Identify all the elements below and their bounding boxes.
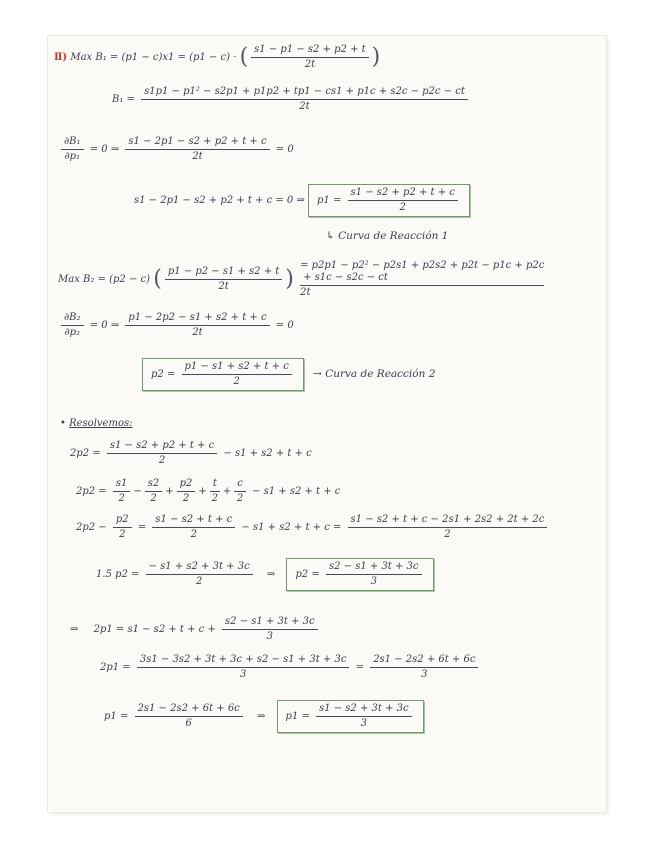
foc1-lhs-den: ∂p₁ — [64, 151, 81, 162]
solve-line-7 — [104, 700, 424, 733]
l2-term-sign: + — [222, 486, 232, 497]
l7-den: 6 — [185, 718, 192, 729]
max-b1-line — [54, 44, 380, 71]
l2-term-den: 2 — [150, 493, 157, 504]
foc1-derivative — [61, 136, 84, 163]
b1-fraction — [141, 86, 468, 113]
solve-line-5 — [70, 616, 321, 643]
p2-lhs: p2 = — [295, 569, 320, 580]
reaction-curve-1-box — [308, 184, 470, 217]
l2-term-fraction — [210, 478, 220, 505]
p1-solution-box — [277, 700, 424, 733]
open-paren: ( — [239, 44, 249, 70]
p2-solution-box — [286, 558, 433, 591]
l2-term-num: s1 — [113, 478, 131, 492]
l2-term-den: 2 — [236, 493, 244, 504]
l4-den: 2 — [195, 576, 203, 587]
l2-term-num: t — [210, 478, 220, 492]
l1-fraction — [107, 440, 217, 467]
max2-rhs-den: 2t — [300, 287, 311, 298]
foc2-lhs-den: ∂p₂ — [64, 327, 81, 338]
p1-den: 3 — [360, 718, 368, 729]
l2-term-num: s2 — [145, 478, 163, 492]
l4-arrow: ⇒ — [266, 569, 276, 580]
r1-lhs: p1 = — [317, 195, 342, 206]
l6-fraction — [137, 654, 350, 681]
l6-eq: = — [355, 662, 364, 673]
foc1-den: 2t — [192, 151, 203, 162]
r2-den: 2 — [233, 376, 240, 387]
p1-fraction — [316, 703, 412, 730]
l6-lhs: 2p1 = — [100, 662, 131, 673]
l2-term-den: 2 — [182, 493, 190, 504]
l1-num: s1 − s2 + p2 + t + c — [107, 440, 217, 454]
foc2-eq: = 0 ⇒ — [89, 320, 120, 331]
p2-num: s2 − s1 + 3t + 3c — [326, 561, 422, 575]
l1-den: 2 — [158, 455, 166, 466]
l2-term-sign: + — [165, 486, 174, 497]
foc2-fraction — [125, 312, 269, 339]
l3-num: s1 − s2 + t + c — [152, 514, 235, 528]
max2-rhs-top: = p2p1 − p2² − p2s1 + p2s2 + p2t − p1c + p2c — [300, 260, 545, 271]
max-b2-line — [58, 260, 547, 299]
solve-line-4 — [96, 558, 434, 591]
l3-den-2: 2 — [444, 529, 451, 540]
foc2-derivative — [61, 312, 84, 339]
l7-lhs: p1 = — [104, 711, 129, 722]
max1-fraction — [251, 44, 368, 71]
solving-title: Resolvemos: — [69, 418, 133, 429]
solve-line-1 — [70, 440, 312, 467]
r2-num: p1 − s1 + s2 + t + c — [182, 361, 292, 375]
reaction-curve-2-box — [142, 358, 304, 391]
l4-num: − s1 + s2 + 3t + 3c — [146, 561, 253, 575]
r2-lhs: p2 = — [151, 369, 176, 380]
l5-mid: s1 − s2 + t + c + — [127, 624, 216, 635]
l3-lhs: 2p2 − — [76, 522, 107, 533]
l3-lhs-den: 2 — [119, 529, 126, 540]
l5-fraction — [222, 616, 318, 643]
reaction-curve-1-note: ↳ Curva de Reacción 1 — [326, 230, 449, 242]
solve-line-3 — [76, 514, 550, 541]
l7-num: 2s1 − 2s2 + 6t + 6c — [135, 703, 243, 717]
l3-fraction-2 — [348, 514, 548, 541]
close-paren-2: ) — [285, 266, 294, 292]
l2-lhs: 2p2 = — [76, 486, 107, 497]
b1-expanded-line — [112, 86, 471, 113]
l2-rest: − s1 + s2 + t + c — [252, 486, 341, 497]
l4-lhs: 1.5 p2 = — [96, 569, 140, 580]
l3-fraction — [152, 514, 235, 541]
l2-terms — [110, 478, 249, 504]
max2-rhs — [300, 260, 544, 299]
l7-fraction — [135, 703, 243, 730]
l2-term-sign: + — [198, 486, 207, 497]
l6-num-2: 2s1 − 2s2 + 6t + 6c — [370, 654, 478, 668]
l5-num: s2 − s1 + 3t + 3c — [222, 616, 318, 630]
foc2-num: p1 − 2p2 − s1 + s2 + t + c — [125, 312, 269, 326]
l6-den-2: 3 — [421, 669, 428, 680]
open-paren-2: ( — [153, 266, 162, 292]
l3-num-2: s1 − s2 + t + c − 2s1 + 2s2 + 2t + 2c — [348, 514, 548, 528]
reaction-curve-2-note: → Curva de Reacción 2 — [313, 368, 436, 380]
foc1-lhs-num: ∂B₁ — [61, 136, 84, 150]
foc1-expanded: s1 − 2p1 − s2 + p2 + t + c = 0 ⇒ — [134, 195, 305, 206]
max2-frac-den: 2t — [218, 281, 229, 292]
problem-number: Ⅱ) — [54, 52, 68, 63]
l5-arrow: ⇒ — [70, 624, 79, 635]
solve-line-2 — [76, 478, 340, 505]
l7-arrow: ⇒ — [256, 711, 266, 722]
l3-lhs-fraction — [113, 514, 132, 541]
l1-rest: − s1 + s2 + t + c — [223, 448, 312, 459]
bullet: • — [60, 418, 66, 429]
foc2-lhs-num: ∂B₂ — [61, 312, 84, 326]
l3-den: 2 — [190, 529, 197, 540]
p1-lhs: p1 = — [285, 711, 310, 722]
l5-lhs: 2p1 = — [93, 624, 125, 635]
l2-term-fraction — [145, 478, 163, 505]
foc1-num: s1 − 2p1 − s2 + p2 + t + c — [125, 136, 269, 150]
foc1-fraction — [125, 136, 269, 163]
l1-lhs: 2p2 = — [70, 448, 101, 459]
r1-fraction — [348, 187, 458, 214]
foc2-rhs: = 0 — [275, 320, 294, 331]
p1-num: s1 − s2 + 3t + 3c — [316, 703, 412, 717]
max2-rhs-num: + s1c − s2c − ct — [300, 272, 544, 286]
foc2-line — [58, 312, 294, 339]
b1-den: 2t — [299, 101, 310, 112]
b1-num: s1p1 − p1² − s2p1 + p1p2 + tp1 − cs1 + p1c + s2c − p2c − ct — [141, 86, 468, 100]
l4-fraction — [146, 561, 253, 588]
r1-den: 2 — [399, 202, 406, 213]
solve-line-6 — [100, 654, 481, 681]
max1-head: B₁ = (p1 − c)x1 = (p1 − c) · — [95, 52, 237, 63]
max2-frac-num: p1 − p2 − s1 + s2 + t — [165, 266, 282, 280]
foc1-rhs: = 0 — [275, 144, 294, 155]
l6-fraction-2 — [370, 654, 478, 681]
l6-num: 3s1 − 3s2 + 3t + 3c + s2 − s1 + 3t + 3c — [137, 654, 350, 668]
max1-label: Max — [70, 52, 93, 63]
l2-term-num: c — [234, 478, 246, 492]
l3-rest: − s1 + s2 + t + c = — [241, 522, 342, 533]
l6-den: 3 — [239, 669, 247, 680]
l2-term-num: p2 — [177, 478, 196, 492]
l2-term-den: 2 — [211, 493, 219, 504]
max1-frac-den: 2t — [304, 59, 316, 70]
b1-lhs: B₁ = — [112, 94, 135, 105]
foc1-expanded-line — [134, 184, 470, 217]
l2-term-sign: − — [133, 486, 142, 497]
foc1-line — [58, 136, 294, 163]
max2-fraction — [165, 266, 282, 293]
r1-num: s1 − s2 + p2 + t + c — [348, 187, 458, 201]
solving-title-line — [60, 418, 132, 430]
p2-den: 3 — [370, 576, 377, 587]
p2-fraction — [326, 561, 422, 588]
l2-term-fraction — [234, 478, 246, 505]
l3-eq: = — [137, 522, 147, 533]
r2-fraction — [182, 361, 292, 388]
reaction-curve-2-line — [142, 358, 435, 391]
l2-term-fraction — [113, 478, 131, 505]
max1-frac-num: s1 − p1 − s2 + p2 + t — [251, 44, 368, 58]
foc2-den: 2t — [192, 327, 203, 338]
close-paren: ) — [371, 44, 381, 70]
max2-label: Max B₂ = (p2 − c) — [58, 274, 151, 285]
l3-lhs-num: p2 — [113, 514, 132, 528]
l5-den: 3 — [266, 631, 273, 642]
l2-term-fraction — [177, 478, 196, 505]
foc1-eq: = 0 ⇒ — [89, 144, 120, 155]
l2-term-den: 2 — [118, 493, 125, 504]
